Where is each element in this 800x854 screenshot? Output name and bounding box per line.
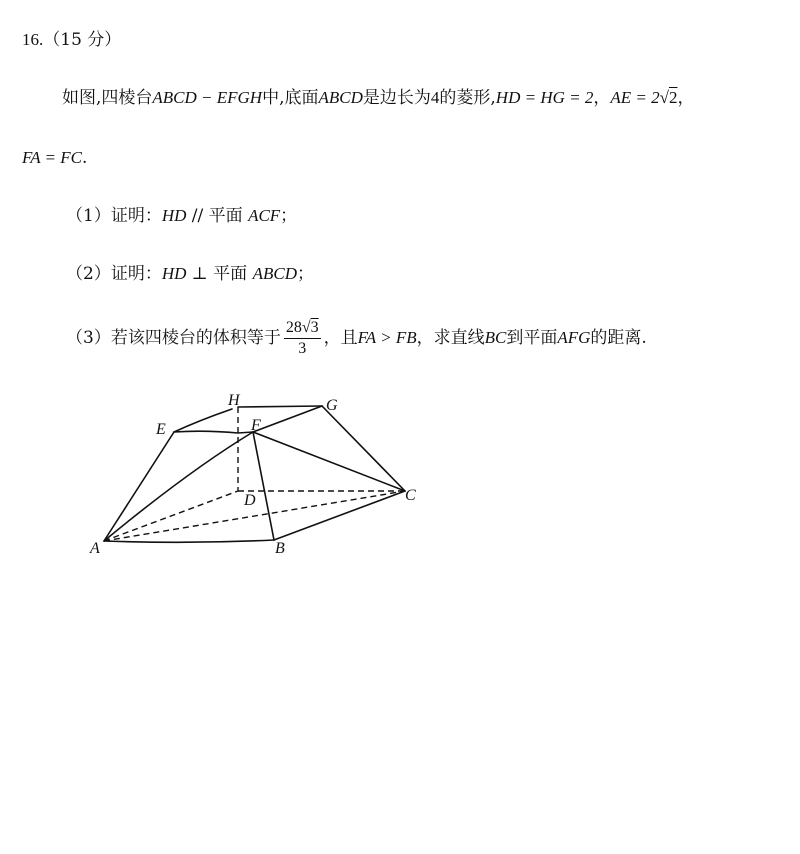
label-f: F	[251, 417, 261, 434]
label-a: A	[90, 540, 100, 557]
q2-relation: ⊥ 平面	[186, 264, 253, 284]
q1-relation: // 平面	[186, 206, 249, 226]
edge-af	[104, 432, 253, 541]
numerator-coefficient: 28	[285, 319, 302, 336]
q3-text-4: 的距离.	[590, 328, 647, 348]
label-d: D	[244, 492, 256, 509]
intro-text-4: 的菱形,	[439, 88, 496, 108]
problem-number: 16.	[22, 30, 44, 49]
label-c: C	[405, 487, 416, 504]
label-g: G	[326, 397, 338, 414]
q2-end: ；	[296, 264, 314, 284]
sqrt-symbol: √	[659, 88, 669, 107]
edge-ab	[104, 540, 274, 542]
q3-text-1: ，且	[323, 328, 358, 348]
edge-bc	[274, 491, 405, 540]
sqrt-radicand: 2	[668, 88, 678, 107]
edge-hg	[238, 406, 322, 407]
problem-score: （15 分）	[43, 30, 122, 50]
label-b: B	[275, 540, 285, 557]
q3-line-name: BC	[484, 328, 507, 347]
edge-eh	[174, 409, 232, 432]
edge-ef	[174, 431, 253, 433]
q2-label: （2）证明：	[66, 264, 162, 284]
q3-condition: FA > FB	[357, 328, 417, 347]
label-h: H	[228, 392, 240, 409]
side-length: 4	[430, 88, 440, 107]
numerator-radicand: 3	[310, 319, 319, 336]
q1-end: ；	[280, 206, 298, 226]
edge-ae	[104, 432, 174, 541]
q3-text-2: ，求直线	[416, 328, 485, 348]
edge-ad-hidden	[104, 491, 238, 541]
intro-text-3: 是边长为	[362, 88, 431, 108]
fraction-numerator: 28√3	[284, 318, 321, 339]
edge-gc	[322, 406, 405, 491]
condition-hd-hg: HD = HG = 2	[495, 88, 594, 107]
condition-fa-fc: FA = FC	[22, 148, 82, 167]
edge-fc	[253, 432, 405, 491]
solid-name: ABCD − EFGH	[152, 88, 263, 107]
q3-label: （3）若该四棱台的体积等于	[66, 328, 281, 348]
intro-text-1: 如图,四棱台	[62, 88, 153, 108]
q3-plane: AFG	[557, 328, 591, 347]
q2-plane: ABCD	[252, 264, 297, 283]
q3-text-3: 到平面	[506, 328, 558, 348]
q1-plane: ACF	[248, 206, 281, 225]
base-name: ABCD	[318, 88, 363, 107]
q1-label: （1）证明：	[66, 206, 162, 226]
intro-end: .	[81, 148, 88, 168]
edge-fb	[253, 432, 274, 540]
edge-fg	[253, 406, 322, 432]
label-e: E	[156, 421, 166, 438]
fraction-denominator: 3	[298, 340, 307, 357]
q2-line: HD	[161, 264, 187, 283]
condition-ae: AE = 2	[610, 88, 660, 107]
separator-1: ，	[593, 88, 611, 108]
q1-line: HD	[161, 206, 187, 225]
separator-2: ，	[677, 88, 695, 108]
intro-text-2: 中,底面	[262, 88, 319, 108]
